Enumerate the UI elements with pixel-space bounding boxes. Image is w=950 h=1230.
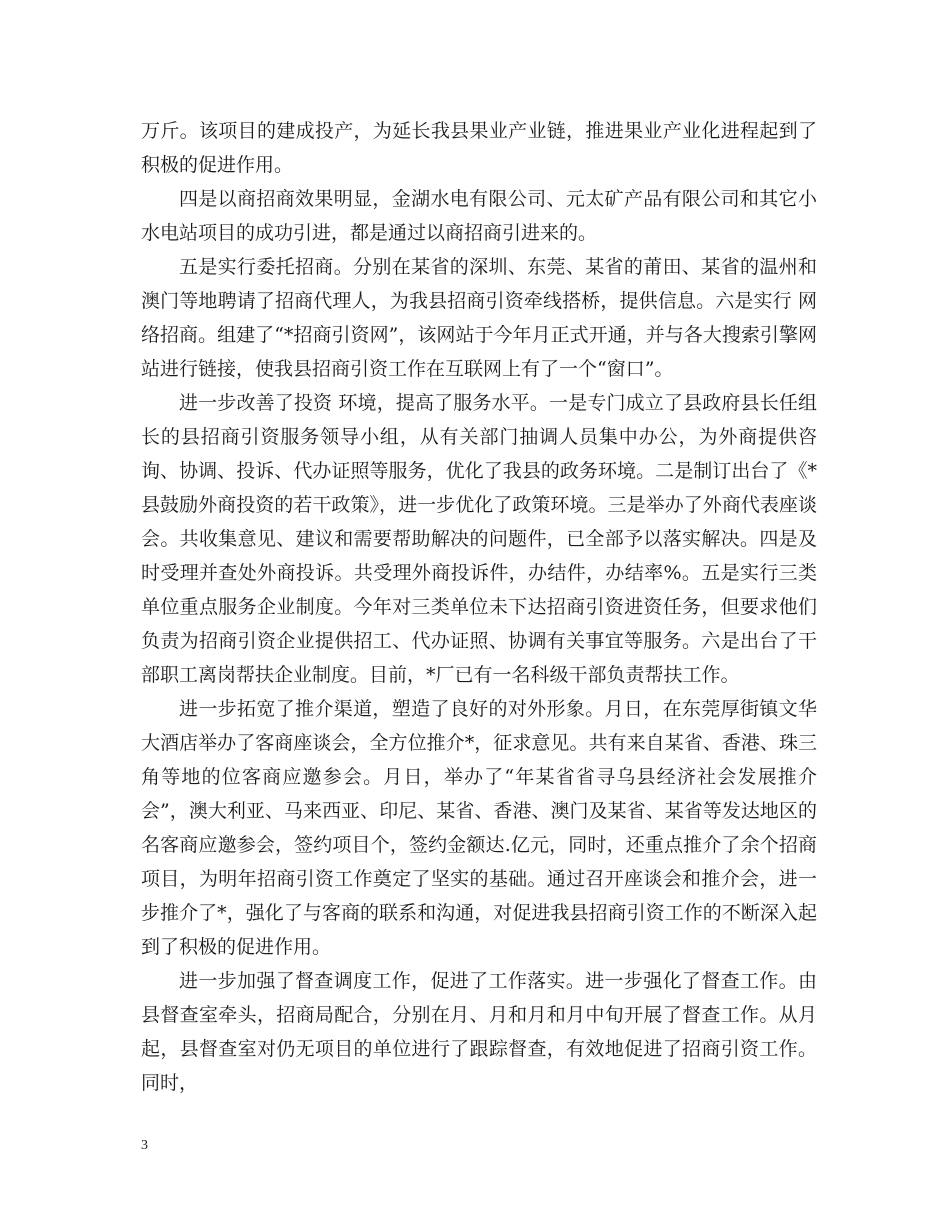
page-number: 3 [141, 1138, 148, 1153]
paragraph-6: 进一步加强了督查调度工作，促进了工作落实。进一步强化了督查工作。由县督查室牵头，招商局配合，分别在月、月和月和月中旬开展了督查工作。从月起，县督查室对仍无项目的单位进行了跟踪督查，有效地促进了招商引资工作。同时， [141, 970, 817, 1094]
document-body [141, 114, 817, 1100]
paragraph-4: 进一步改善了投资 环境，提高了服务水平。一是专门成立了县政府县长任组长的县招商引资服务领导小组，从有关部门抽调人员集中办公，为外商提供咨询、协调、投诉、代办证照等服务，优化了我县的政务环境。二是制订出台了《*县鼓励外商投资的若干政策》，进一步优化了政策环境。三是举办了外商代表座谈会。共收集意见、建议和需要帮助解决的问题件，已全部予以落实解决。四是及时受理并查处外商投诉。共受理外商投诉件，办结件，办结率%。五是实行三类单位重点服务企业制度。今年对三类单位未下达招商引资进资任务，但要求他们负责为招商引资企业提供招工、代办证照、协调有关事宜等服务。六是出台了干部职工离岗帮扶企业制度。目前，*厂已有一名科级干部负责帮扶工作。 [141, 392, 817, 686]
paragraph-3: 五是实行委托招商。分别在某省的深圳、东莞、某省的莆田、某省的温州和澳门等地聘请了招商代理人，为我县招商引资牵线搭桥，提供信息。六是实行 网络招商。组建了“*招商引资网”，该网站于今年月正式开通，并与各大搜索引擎网站进行链接，使我县招商引资工作在互联网上有了一个“窗口”。 [141, 256, 817, 380]
paragraph-1: 万斤。该项目的建成投产，为延长我县果业产业链，推进果业产业化进程起到了积极的促进作用。 [141, 120, 817, 176]
paragraph-2: 四是以商招商效果明显，金湖水电有限公司、元太矿产品有限公司和其它小水电站项目的成功引进，都是通过以商招商引进来的。 [141, 188, 817, 244]
paragraph-5: 进一步拓宽了推介渠道，塑造了良好的对外形象。月日，在东莞厚街镇文华大酒店举办了客商座谈会，全方位推介*，征求意见。共有来自某省、香港、珠三角等地的位客商应邀参会。月日，举办了“年某省省寻乌县经济社会发展推介会”，澳大利亚、马来西亚、印尼、某省、香港、澳门及某省、某省等发达地区的名客商应邀参会，签约项目个，签约金额达.亿元，同时，还重点推介了余个招商项目，为明年招商引资工作奠定了坚实的基础。通过召开座谈会和推介会，进一步推介了*，强化了与客商的联系和沟通，对促进我县招商引资工作的不断深入起到了积极的促进作用。 [141, 698, 817, 958]
